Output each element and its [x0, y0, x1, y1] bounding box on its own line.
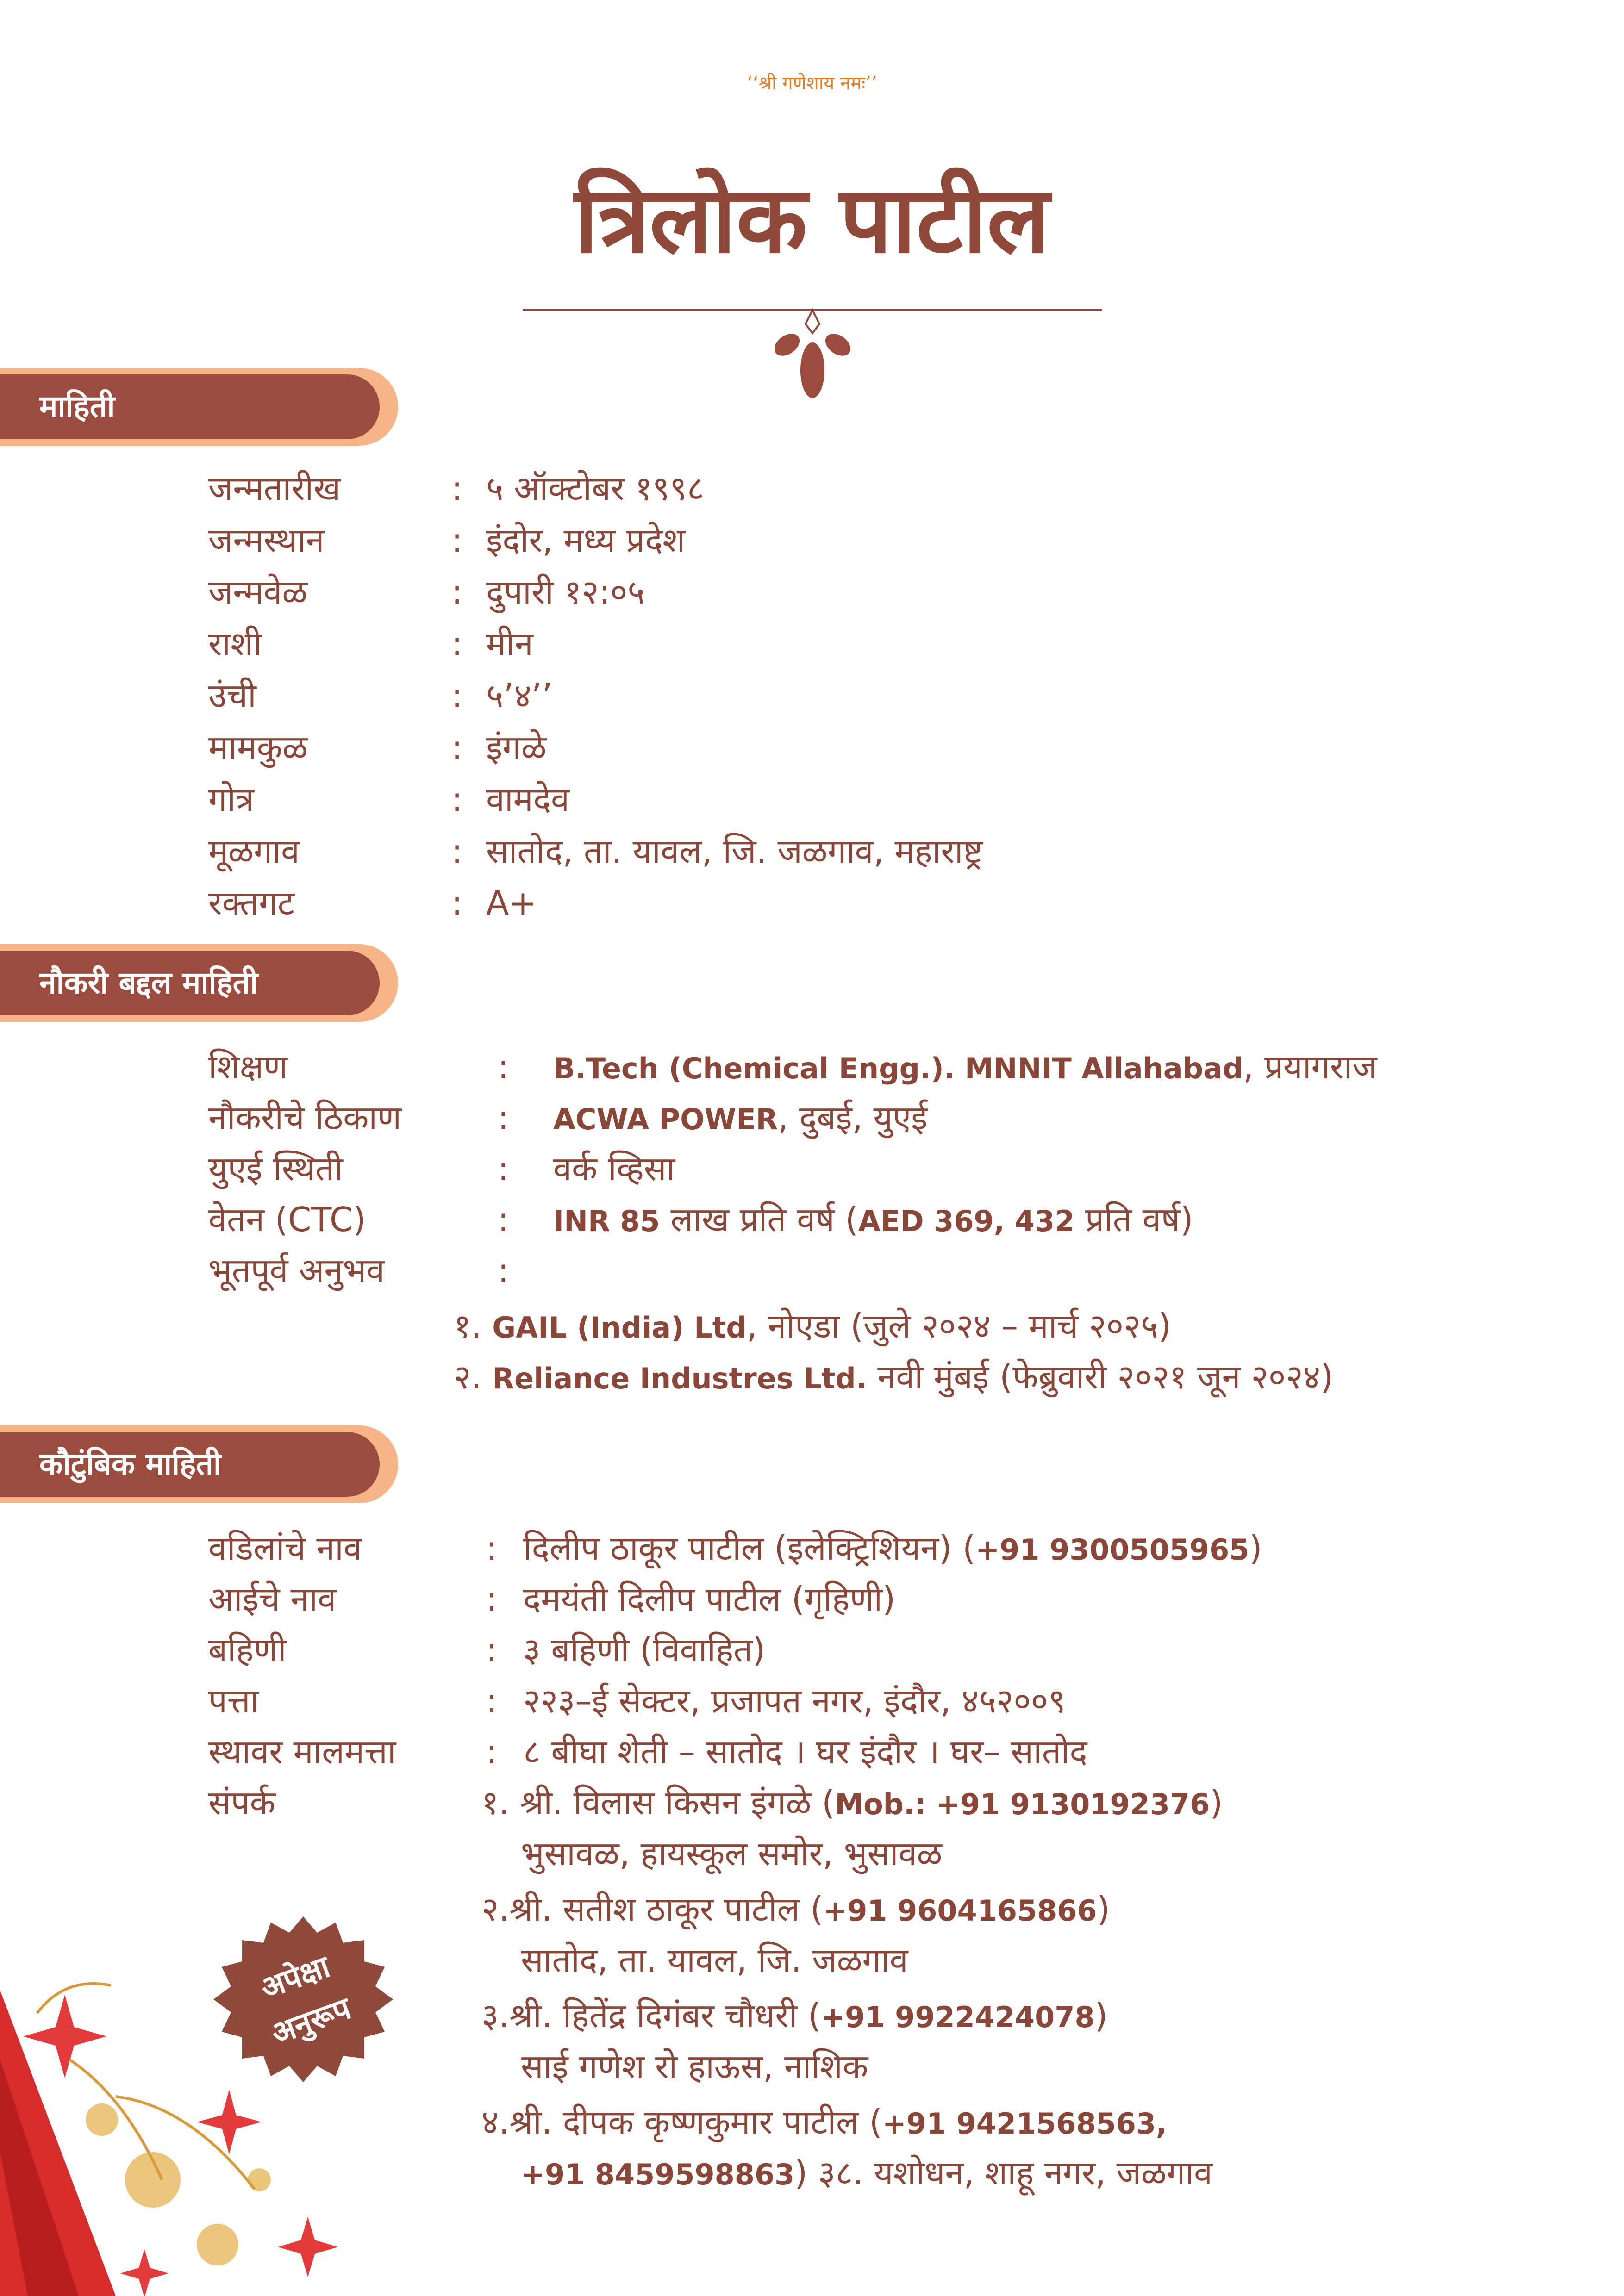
experience-item: २. Reliance Industres Ltd. नवी मुंबई (फेब्रुवारी २०२१ जून २०२४): [454, 1357, 1334, 1396]
field-label: बहिणी: [208, 1630, 287, 1669]
field-value: सातोद, ता. यावल, जि. जळगाव, महाराष्ट्र: [486, 832, 983, 871]
contact-item: २.श्री. सतीश ठाकूर पाटील (+91 9604165866): [481, 1890, 1110, 1929]
section-title: कौटुंबिक माहिती: [39, 1446, 221, 1482]
contact-item: १. श्री. विलास किसन इंगळे (Mob.: +91 9130192376): [481, 1783, 1223, 1822]
field-label: जन्मस्थान: [208, 521, 325, 560]
field-value: दिलीप ठाकूर पाटील (इलेक्ट्रिशियन) (+91 9300505965): [523, 1529, 1262, 1568]
field-label: स्थावर मालमत्ता: [208, 1732, 396, 1771]
section-header-job: [0, 944, 398, 1022]
contact-item: ४.श्री. दीपक कृष्णकुमार पाटील (+91 9421568563,: [481, 2103, 1167, 2141]
field-label: आईचे नाव: [208, 1580, 337, 1618]
field-value: इंगळे: [486, 728, 547, 767]
field-value: वामदेव: [486, 780, 570, 819]
candidate-name: त्रिलोक पाटील: [574, 165, 1050, 274]
field-value: दुपारी १२:०५: [486, 572, 645, 611]
field-value: B.Tech (Chemical Engg.). MNNIT Allahabad, प्रयागराज: [553, 1047, 1377, 1086]
field-label: युएई स्थिती: [208, 1149, 343, 1188]
field-label: संपर्क: [208, 1783, 275, 1822]
section-header-family: [0, 1425, 398, 1503]
experience-item: १. GAIL (India) Ltd, नोएडा (जुले २०२४ – मार्च २०२५): [454, 1307, 1171, 1345]
field-label: राशी: [208, 624, 262, 663]
field-value: ५’४’’: [486, 676, 553, 715]
field-label: पत्ता: [208, 1681, 259, 1720]
field-value: वर्क व्हिसा: [553, 1149, 675, 1188]
field-label: रक्तगट: [208, 884, 294, 922]
field-label: नौकरीचे ठिकाण: [208, 1098, 402, 1137]
contact-address: साई गणेश रो हाऊस, नाशिक: [521, 2047, 868, 2086]
field-label: उंची: [208, 676, 256, 715]
invocation-text: ‘‘श्री गणेशाय नमः’’: [747, 73, 877, 94]
field-value: इंदोर, मध्य प्रदेश: [486, 521, 686, 560]
field-label: गोत्र: [208, 780, 254, 819]
field-value: ५ ऑक्टोबर १९९८: [486, 469, 705, 508]
field-label: वडिलांचे नाव: [208, 1529, 362, 1568]
badge-text: अपेक्षा अनुरूप: [256, 1948, 356, 2052]
field-value: ३ बहिणी (विवाहित): [523, 1630, 766, 1669]
field-label: जन्मवेळ: [208, 572, 308, 611]
field-value: ACWA POWER, दुबई, युएई: [553, 1098, 928, 1137]
section-title: माहिती: [39, 389, 115, 424]
field-value: मीन: [486, 624, 533, 663]
field-value: INR 85 लाख प्रति वर्ष (AED 369, 432 प्रति वर्ष): [553, 1200, 1193, 1239]
field-label: मामकुळ: [208, 728, 308, 767]
field-value: ८ बीघा शेती – सातोद । घर इंदौर । घर– सातोद: [523, 1732, 1087, 1771]
field-value: A+: [486, 884, 537, 922]
section-title: नौकरी बद्दल माहिती: [39, 965, 258, 1001]
contact-address: भुसावळ, हायस्कूल समोर, भुसावळ: [521, 1834, 943, 1873]
field-label: जन्मतारीख: [208, 469, 341, 508]
field-label: भूतपूर्व अनुभव: [208, 1251, 385, 1290]
field-value: दमयंती दिलीप पाटील (गृहिणी): [523, 1580, 896, 1618]
field-label: शिक्षण: [208, 1047, 288, 1086]
ornament-divider-icon: [523, 296, 1102, 407]
contact-address: सातोद, ता. यावल, जि. जळगाव: [521, 1941, 908, 1979]
field-value: २२३–ई सेक्टर, प्रजापत नगर, इंदौर, ४५२००९: [523, 1681, 1066, 1720]
field-label: मूळगाव: [208, 832, 300, 871]
section-header-info: [0, 368, 398, 446]
field-label: वेतन (CTC): [208, 1200, 366, 1239]
contact-address: +91 8459598863) ३८. यशोधन, शाहू नगर, जळगाव: [521, 2153, 1213, 2192]
contact-item: ३.श्री. हितेंद्र दिगंबर चौधरी (+91 9922424078): [481, 1996, 1108, 2035]
